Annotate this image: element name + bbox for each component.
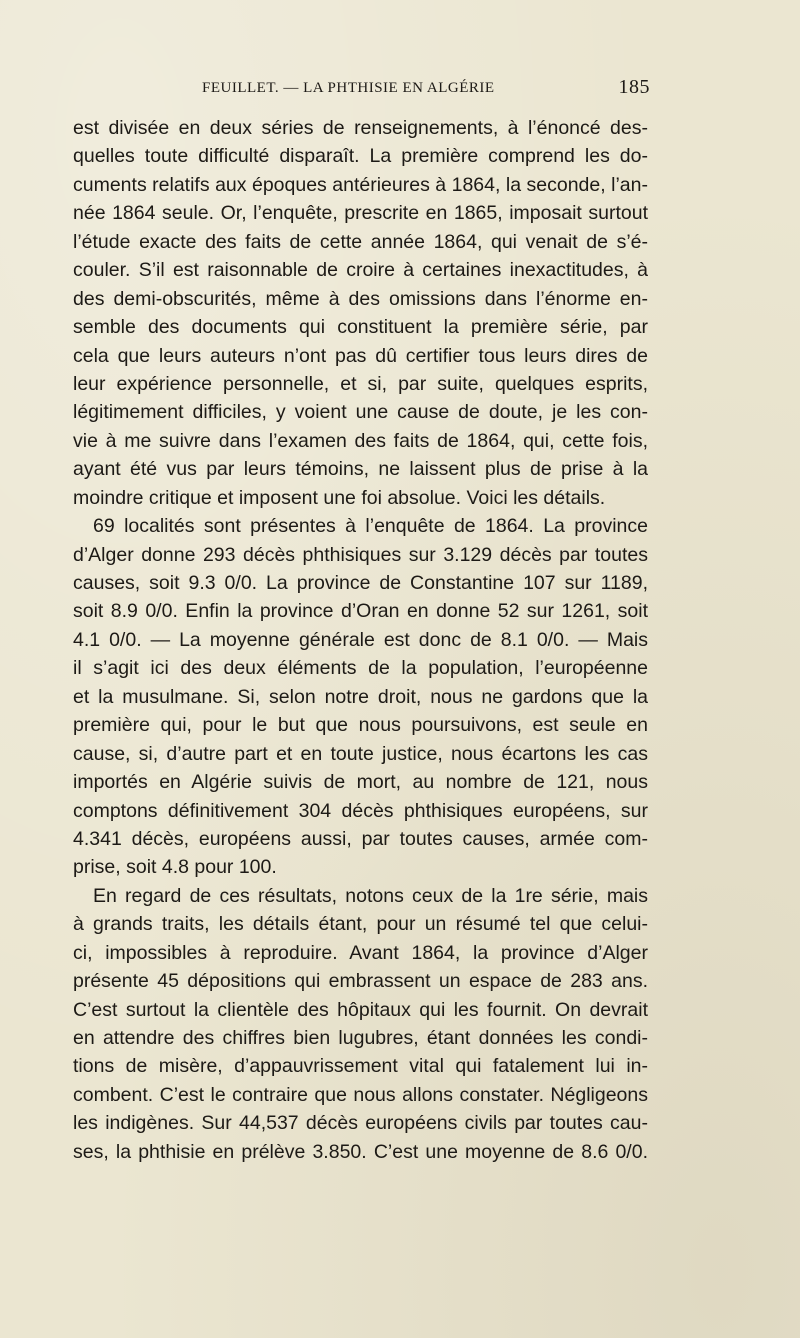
text-line: première qui, pour le but que nous poursuivons, est seule en: [73, 714, 648, 737]
text-line: couler. S’il est raisonnable de croire à certaines inexactitudes, à: [73, 259, 648, 282]
text-line: prise, soit 4.8 pour 100.: [73, 856, 277, 879]
text-line: d’Alger donne 293 décès phthisiques sur 3.129 décès par toutes: [73, 543, 648, 566]
text-line: 69 localités sont présentes à l’enquête de 1864. La province: [93, 515, 648, 538]
text-line: leur expérience personnelle, et si, par suite, quelques esprits,: [73, 372, 648, 395]
text-line: ses, la phthisie en prélève 3.850. C’est une moyenne de 8.6 0/0.: [73, 1140, 648, 1163]
text-line: cause, si, d’autre part et en toute justice, nous écartons les cas: [73, 742, 648, 765]
text-line: 4.341 décès, européens aussi, par toutes causes, armée com-: [73, 827, 648, 850]
text-line: tions de misère, d’appauvrissement vital qui fatalement lui in-: [73, 1055, 648, 1078]
text-line: moindre critique et imposent une foi absolue. Voici les détails.: [73, 486, 606, 509]
text-line: soit 8.9 0/0. Enfin la province d’Oran en donne 52 sur 1261, soit: [73, 600, 648, 623]
text-line: cela que leurs auteurs n’ont pas dû certifier tous leurs dires de: [73, 344, 648, 367]
text-line: des demi-obscurités, même à des omissions dans l’énorme en-: [73, 287, 648, 310]
text-line: légitimement difficiles, y voient une cause de doute, je les con-: [73, 401, 648, 424]
text-line: l’étude exacte des faits de cette année 1864, qui venait de s’é-: [73, 230, 648, 253]
text-line: à grands traits, les détails étant, pour un résumé tel que celui-: [73, 913, 648, 936]
text-line: cuments relatifs aux époques antérieures à 1864, la seconde, l’an-: [73, 173, 648, 196]
text-line: En regard de ces résultats, notons ceux de la 1re série, mais: [93, 884, 648, 907]
paragraph: [73, 512, 648, 882]
text-line: 4.1 0/0. — La moyenne générale est donc de 8.1 0/0. — Mais: [73, 628, 648, 651]
text-line: quelles toute difficulté disparaît. La première comprend les do-: [73, 145, 648, 168]
text-line: importés en Algérie suivis de mort, au nombre de 121, nous: [73, 771, 648, 794]
text-line: est divisée en deux séries de renseignements, à l’énoncé des-: [73, 117, 648, 139]
body-text: [73, 114, 648, 1166]
text-line: en attendre des chiffres bien lugubres, étant données les condi-: [73, 1027, 648, 1049]
text-line: il s’agit ici des deux éléments de la population, l’européenne: [73, 657, 648, 680]
text-line: née 1864 seule. Or, l’enquête, prescrite en 1865, imposait surtout: [73, 202, 648, 225]
running-header: [202, 76, 650, 100]
text-line: présente 45 dépositions qui embrassent un espace de 283 ans.: [73, 970, 648, 993]
text-line: vie à me suivre dans l’examen des faits de 1864, qui, cette fois,: [73, 429, 648, 452]
text-line: causes, soit 9.3 0/0. La province de Constantine 107 sur 1189,: [73, 572, 648, 594]
text-line: combent. C’est le contraire que nous allons constater. Négligeons: [73, 1083, 648, 1106]
paragraph: [73, 114, 648, 512]
text-line: ayant été vus par leurs témoins, ne laissent plus de prise à la: [73, 458, 648, 481]
text-line: et la musulmane. Si, selon notre droit, nous ne gardons que la: [73, 685, 648, 708]
text-line: comptons définitivement 304 décès phthisiques européens, sur: [73, 799, 648, 822]
text-line: les indigènes. Sur 44,537 décès européens civils par toutes cau-: [73, 1112, 648, 1135]
text-line: ci, impossibles à reproduire. Avant 1864, la province d’Alger: [73, 941, 648, 964]
text-line: C’est surtout la clientèle des hôpitaux qui les fournit. On devrait: [73, 998, 648, 1021]
text-line: semble des documents qui constituent la première série, par: [73, 316, 648, 339]
paragraph: [73, 882, 648, 1166]
running-title: FEUILLET. — LA PHTHISIE EN ALGÉRIE: [202, 80, 495, 96]
page-number: 185: [618, 76, 650, 98]
